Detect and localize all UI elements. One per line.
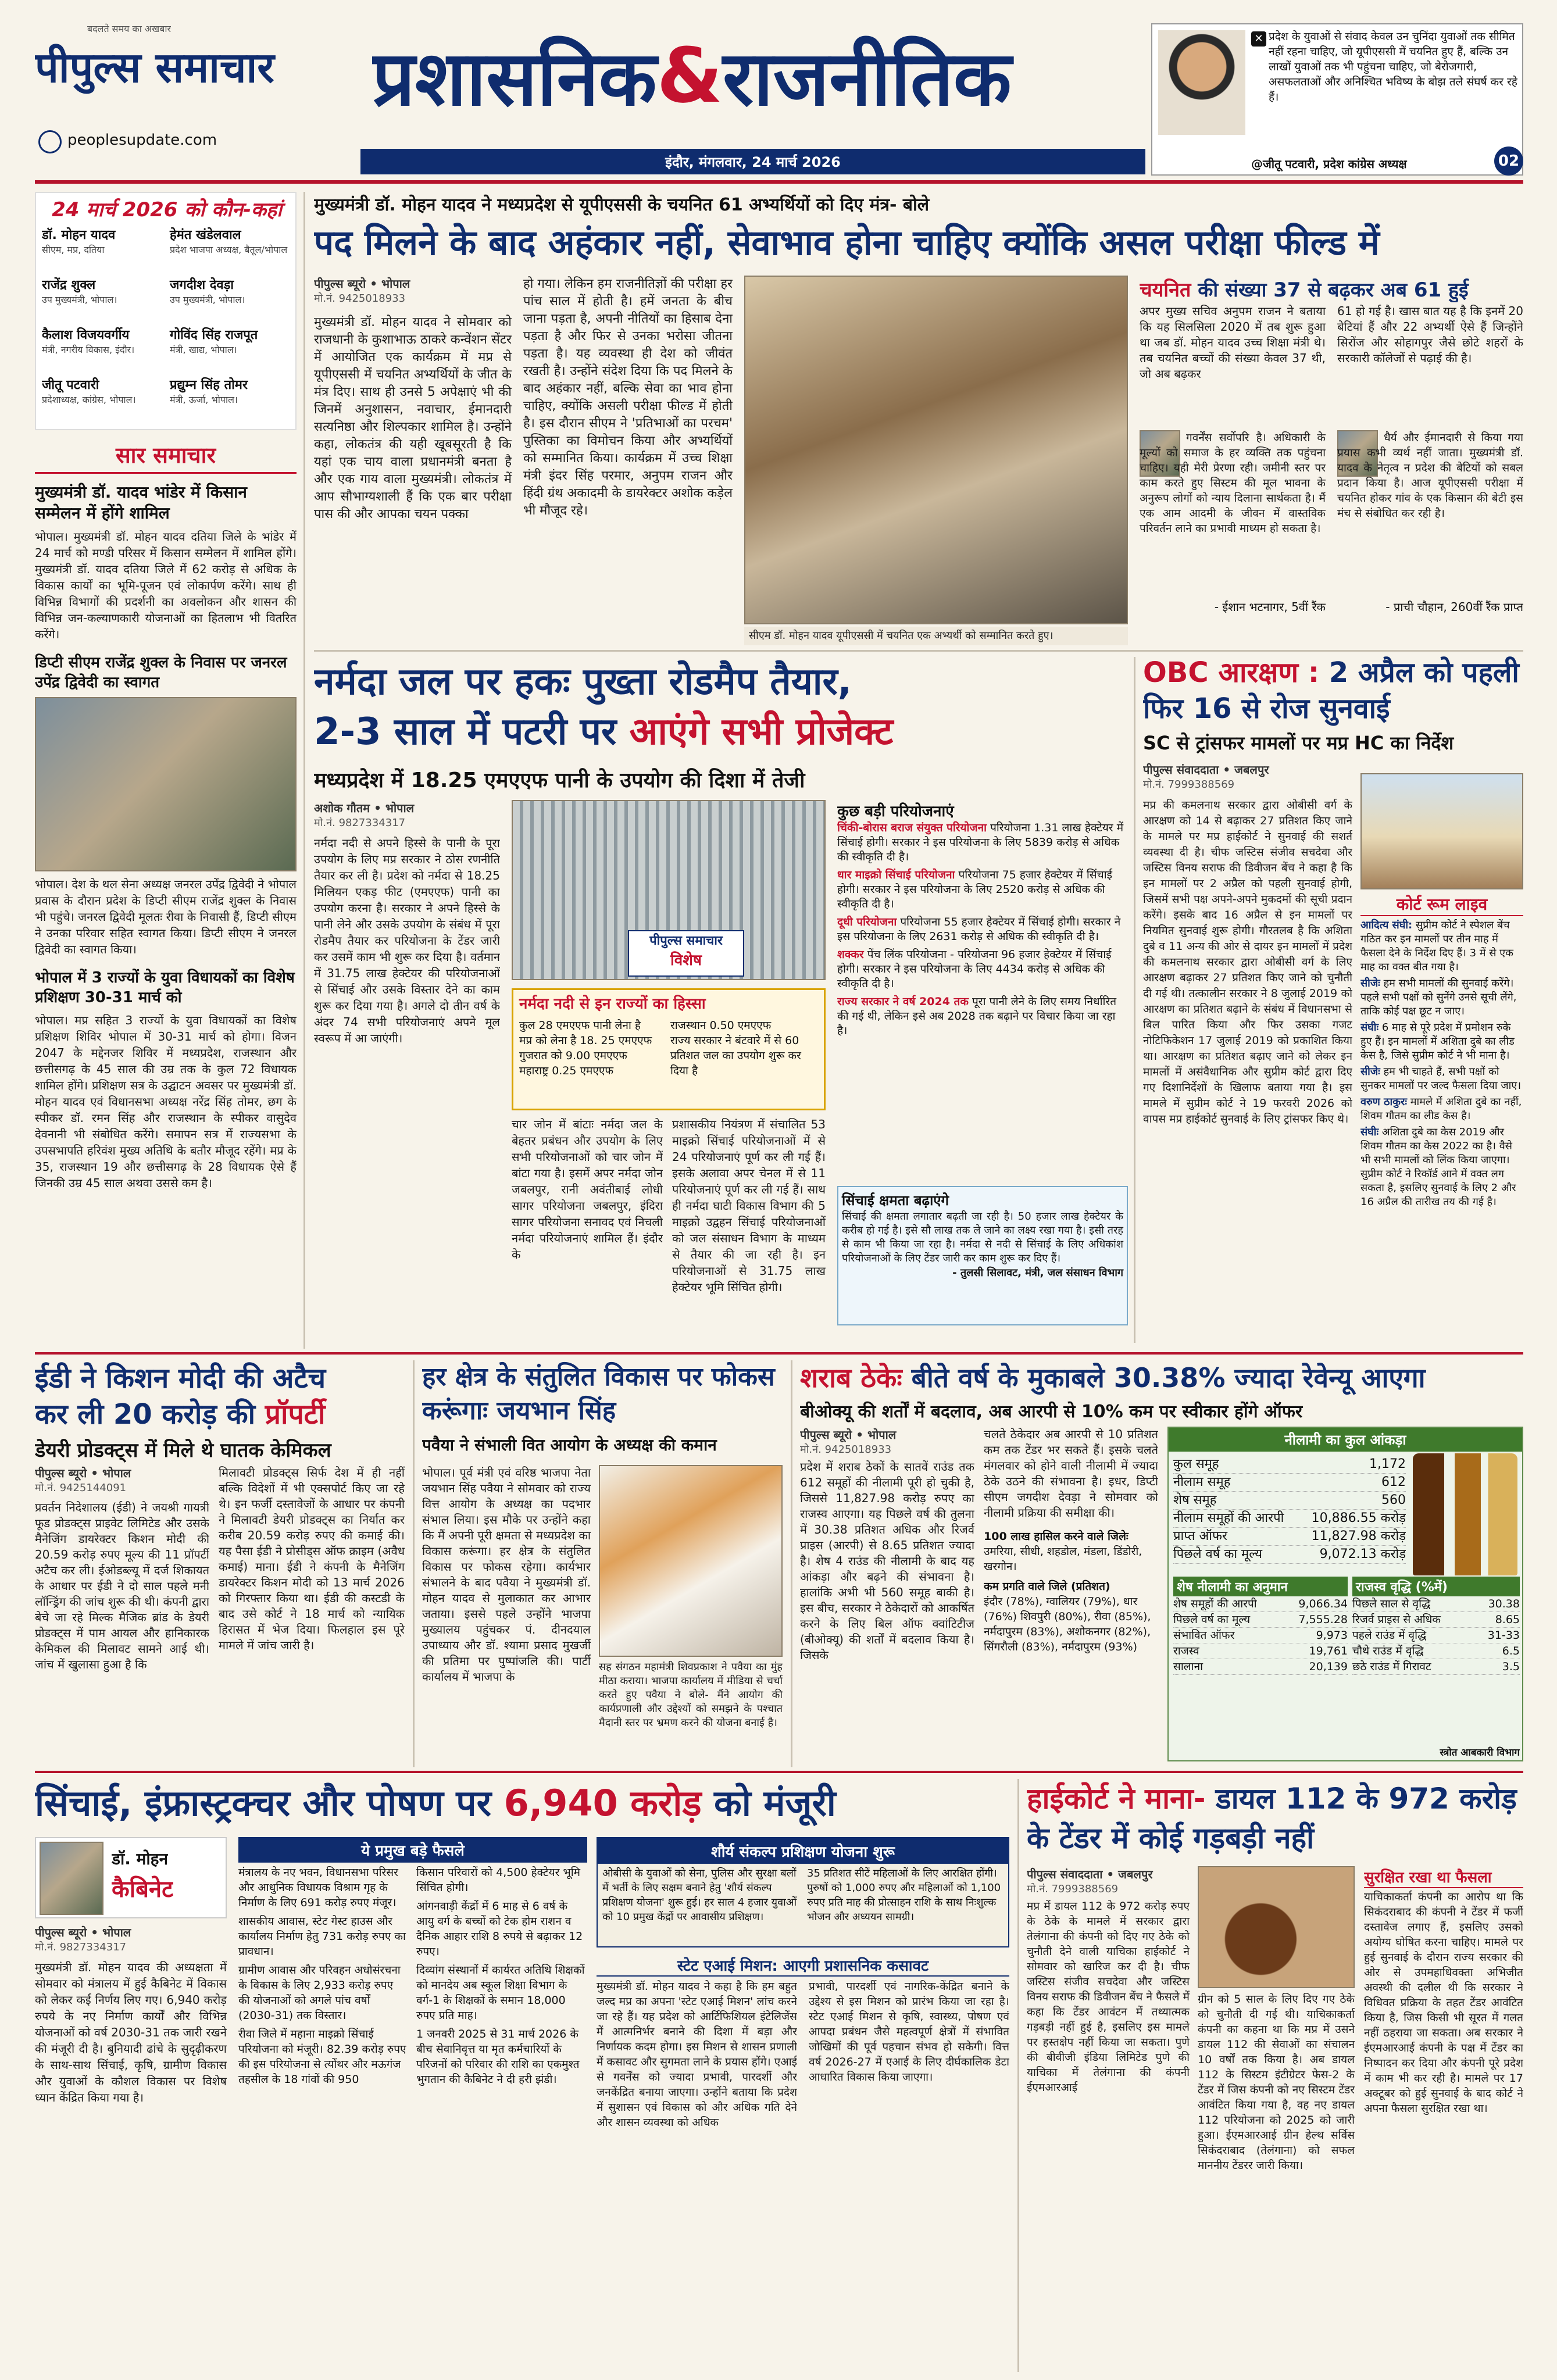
growth-row <box>1352 1643 1520 1659</box>
narmada-headline-2b: आएंगे सभी प्रोजेक्ट <box>629 710 894 753</box>
person-name: कैलाश विजयवर्गीय <box>42 328 130 342</box>
hc-side-body: याचिकाकर्ता कंपनी का आरोप था कि सिकंदराबाद की कंपनी ने टेंडर में फर्जी दस्तावेज लगाए हैं, इसलिए उसको अयोग्य घोषित करना चाहिए। मामले पर हुई सुनवाई के दौरान राज्य सरकार की ओर से उपमहाधिवक्ता अभिजीत अवस्थी की दलील थी कि सरकार ने विधिवत प्रक्रिया के तहत टेंडर आवंटित किया है, जिस किसी भी सूरत में गलत नहीं ठहराया जा सकता। अब सरकार ने ईएमआरआई कंपनी के पक्ष में टेंडर का निष्पादन कर दिया और कंपनी पूरे प्रदेश में काम भी कर रही है। मामले पर 17 अक्टूबर को हुई सुनवाई के बाद कोर्ट ने अपना फैसला सुरक्षित रखा था। <box>1364 1891 1523 2115</box>
narmada-byline-text: अशोक गौतम • भोपाल <box>314 801 415 815</box>
person-detail: मंत्री, खाद्य, भोपाल। <box>170 344 237 355</box>
row-label: पहले राउंड में वृद्धि <box>1352 1629 1427 1642</box>
person-name: डॉ. मोहन यादव <box>42 228 116 242</box>
section-title-a: प्रशासनिक <box>372 34 657 123</box>
badge-name: डॉ. मोहन <box>112 1849 169 1868</box>
person-name: प्रद्युम्न सिंह तोमर <box>170 378 248 392</box>
auction-panel <box>1167 1427 1523 1761</box>
brief-2-body: भोपाल। देश के थल सेना अध्यक्ष जनरल उपेंद्र द्विवेदी ने भोपाल प्रवास के दौरान प्रदेश के डिप्टी सीएम राजेंद्र शुक्ल के निवास भी पहुंचे। जनरल द्विवेदी मूलतः रीवा के निवासी हैं, डिप्टी सीएम ने उनका परिवार सहित स्वागत किया। डिप्टी सीएम ने जनरल द्विवेदी का स्वागत किया। <box>35 877 297 956</box>
row-value: 6.5 <box>1502 1645 1520 1657</box>
divider <box>791 1360 792 1767</box>
person-detail: सीएम, मप्र, दतिया <box>42 244 105 255</box>
obc-headline-b: 2 अप्रैल को पहली फिर 16 से रोज सुनवाई <box>1143 656 1519 725</box>
person-4 <box>42 326 164 376</box>
person-1 <box>170 226 292 276</box>
row-label: संभावित ऑफर <box>1173 1629 1235 1642</box>
news-brief <box>35 439 297 1346</box>
person-detail: प्रदेश भाजपा अध्यक्ष, बैतूल/भोपाल <box>170 244 288 255</box>
decisions-col1 <box>238 1865 407 2371</box>
dateline: इंदौर, मंगलवार, 24 मार्च 2026 <box>665 153 841 170</box>
row-label: नीलाम समूहों की आरपी <box>1173 1511 1284 1525</box>
person-name: गोविंद सिंह राजपूत <box>170 328 258 342</box>
section-title-b: राजनीतिक <box>722 34 1012 123</box>
narmada-headline-2a: 2-3 साल में पटरी पर <box>314 710 617 753</box>
whos-where-title: 24 मार्च 2026 को कौन-कहां <box>52 198 282 221</box>
row-label: पिछले वर्ष का मूल्य <box>1173 1547 1263 1561</box>
auction-title: नीलामी का कुल आंकड़ा <box>1169 1428 1522 1452</box>
capacity-panel <box>837 1186 1128 1325</box>
hc-side-title: सुरक्षित रखा था फैसला <box>1364 1866 1523 1888</box>
project-name: शक्कर <box>837 948 864 961</box>
row-value: 560 <box>1381 1493 1406 1507</box>
court-item <box>1360 977 1523 1019</box>
decision-item: मंत्रालय के नए भवन, विधानसभा परिसर और आधुनिक विधायक विश्राम गृह के निर्माण के लिए 691 करोड़ रुपए मंजूर। <box>238 1866 398 1909</box>
row-label: नीलाम समूह <box>1173 1475 1231 1489</box>
cabinet-headline-a: सिंचाई, इंफ्रास्ट्रक्चर और पोषण पर <box>35 1782 492 1824</box>
row-label: सालाना <box>1173 1660 1204 1673</box>
person-name: राजेंद्र शुक्ल <box>42 278 96 292</box>
cabinet-headline-c: को मंजूरी <box>714 1782 836 1824</box>
auction-row <box>1173 1528 1406 1546</box>
narmada-byline <box>314 800 500 830</box>
shaurya-title: शौर्य संकल्प प्रशिक्षण योजना शुरू <box>598 1838 1008 1864</box>
ed-headline-2b: प्रॉपर्टी <box>265 1398 326 1431</box>
person-detail: उप मुख्यमंत्री, भोपाल। <box>42 294 117 305</box>
obc-byline <box>1143 762 1364 791</box>
project-desc: पूरा पानी लेने के लिए समय निर्धारित की गई थी, लेकिन इसे अब 2028 तक बढ़ाने पर विचार किया जा रहा है। <box>837 995 1117 1037</box>
estimate-row <box>1173 1643 1348 1659</box>
project-item <box>837 821 1128 864</box>
obc-mobile: मो.नं. 7999388569 <box>1143 778 1235 791</box>
hc-byline <box>1027 1866 1190 1896</box>
ed-body-col2: मिलावटी प्रोडक्ट्स सिर्फ देश में ही नहीं बल्कि विदेशों में भी एक्सपोर्ट किए जा रहे थे। इन फर्जी दस्तावेजों के आधार पर कंपनी ने मिलावटी डेयरी प्रोडक्ट्स का निर्यात कर करीब 20.59 करोड़ रुपए की कमाई की। यह पैसा ईडी ने प्रोसीड्स ऑफ क्राइम (अवैध कमाई) माना। ईडी ने कंपनी के मैनेजिंग डायरेक्टर किशन मोदी को 13 मार्च 2026 को गिरफ्तार किया था। ईडी की कस्टडी के बाद उसे कोर्ट ने 18 मार्च को न्यायिक हिरासत में भेज दिया। फिलहाल इस पूरे मामले में जांच जारी है। <box>219 1466 405 1652</box>
row-value: 31-33 <box>1487 1629 1520 1642</box>
news-brief-title: सार समाचार <box>35 439 297 474</box>
dateline-bar <box>360 149 1145 174</box>
court-text: हम सभी मामलों की सुनवाई करेंगे। पहले सभी पक्षों को सुनेंगे उनसे सूची लेंगे, ताकि कोई पक्ष छूट न जाए। <box>1360 977 1517 1017</box>
person-5 <box>170 326 292 376</box>
section-title <box>372 17 1145 134</box>
auction-row <box>1173 1546 1406 1564</box>
row-value: 10,886.55 करोड़ <box>1311 1511 1406 1525</box>
growth-title: राजस्व वृद्धि (%में) <box>1352 1577 1520 1596</box>
narmada-share-box <box>512 988 826 1110</box>
growth-row <box>1352 1612 1520 1628</box>
state-ai-title: स्टेट एआई मिशन: आएगी प्रशासनिक कसावट <box>597 1954 1009 1977</box>
liquor-body-col2: चलते ठेकेदार अब आरपी से 10 प्रतिशत कम तक टेंडर भर सकते हैं। इसके चलते मंगलवार को होने वाली नीलामी में ज्यादा ठेके उठने की संभावना है। इधर, डिप्टी सीएम जगदीश देवड़ा ने सोमवार को नीलामी प्रक्रिया की समीक्षा की। <box>984 1427 1158 1520</box>
shaurya-panel <box>597 1837 1009 1947</box>
project-name: चिंकी-बोरास बराज संयुक्त परियोजना <box>837 821 987 834</box>
person-7 <box>170 376 292 426</box>
court-item <box>1360 1065 1523 1093</box>
top-title: कम प्रगति वाले जिले (प्रतिशत) <box>984 1580 1110 1593</box>
lead-byline-text: पीपुल्स ब्यूरो • भोपाल <box>314 277 410 291</box>
person-0 <box>42 226 164 276</box>
project-item <box>837 915 1128 944</box>
growth-row <box>1352 1596 1520 1612</box>
whos-where-grid <box>42 226 292 429</box>
capacity-author: - तुलसी सिलावट, मंत्री, जल संसाधन विभाग <box>952 1267 1123 1279</box>
decisions-col2 <box>416 1865 587 2371</box>
hc-byline-text: पीपुल्स संवाददाता • जबलपुर <box>1027 1867 1153 1881</box>
share-title: नर्मदा नदी से इन राज्यों का हिस्सा <box>519 995 706 1013</box>
project-item <box>837 948 1128 991</box>
estimate-table <box>1173 1577 1348 1675</box>
liquor-districts <box>984 1529 1158 1761</box>
ed-byline <box>35 1465 209 1495</box>
growth-row <box>1352 1659 1520 1675</box>
lead-kicker: मुख्यमंत्री डॉ. मोहन यादव ने मध्यप्रदेश से यूपीएससी के चयनित 61 अभ्यर्थियों को दिए मंत्र- बोले <box>314 195 930 215</box>
brief-1-body: भोपाल। मुख्यमंत्री डॉ. मोहन यादव दतिया जिले के भांडेर में 24 मार्च को मण्डी परिसर में किसान सम्मेलन में शामिल होंगे। मुख्यमंत्री डॉ. यादव दतिया जिले में 62 करोड़ से अधिक के विकास कार्यों का भूमि-पूजन एवं लोकार्पण करेंगे। साथ ही विभिन्न विभागों की प्रदर्शनी का अवलोकन और शासन की विभिन्न जन-कल्याणकारी योजनाओं का हितलाभ भी वितरित करेंगे। <box>35 530 297 641</box>
person-name: हेमंत खंडेलवाल <box>170 228 241 242</box>
districts-title: 100 लाख हासिल करने वाले जिलेः <box>984 1530 1129 1543</box>
court-who: वरुण ठाकुरः <box>1360 1096 1407 1108</box>
divider <box>413 1360 415 1767</box>
decision-item: रीवा जिले में महाना माइक्रो सिंचाई परियोजना को मंजूरी। 82.39 करोड़ रुपए की इस परियोजना से त्योंथर और मऊगंज तहसील के 18 गांवों की 950 <box>238 2028 406 2086</box>
narmada-headline-1: नर्मदा जल पर हकः पुख्ता रोडमैप तैयार, <box>314 660 852 703</box>
brief-1-headline: मुख्यमंत्री डॉ. यादव भांडेर में किसान सम्मेलन में होंगे शामिल <box>35 483 247 523</box>
row-label: छठे राउंड में गिरावट <box>1352 1660 1431 1673</box>
liquor-body-col1: प्रदेश में शराब ठेकों के सातवें राउंड तक 612 समूहों की नीलामी पूरी हो चुकी है, जिससे 11,827.98 करोड़ रुपए का राजस्व आएगा। यह पिछले वर्ष की तुलना में 30.38 प्रतिशत अधिक और रिजर्व प्राइस (आरपी) से 8.65 प्रतिशत ज्यादा है। शेष 4 राउंड की नीलामी के बाद यह आंकड़ा और बढ़ने की संभावना है। हालांकि अभी भी 560 समूह बाकी है। इस बीच, सरकार ने ठेकेदारों को आकर्षित करने के लिए बिल ऑफ क्वांटिटीज (बीओक्यू) की शर्तों में बदलाव किया है। जिसके <box>800 1460 974 1662</box>
quote-author: @जीतू पटवारी, प्रदेश कांग्रेस अध्यक्ष <box>1251 157 1407 171</box>
shaurya-body2: 35 प्रतिशत सीटें महिलाओं के लिए आरक्षित होंगी। पुरुषों को 1,000 रुपए और महिलाओं को 1,100 रुपए प्रति माह की प्रोत्साहन राशि के साथ निःशुल्क भोजन और अध्ययन सामग्री। <box>807 1867 1001 1923</box>
liquor-headline-b: बीते वर्ष के मुकाबले 30.38% ज्यादा रेवेन्यू आएगा <box>911 1362 1426 1393</box>
cabinet-headline <box>35 1779 1081 1828</box>
liquor-mobile: मो.नं. 9425018933 <box>800 1443 892 1456</box>
lead-side-headline <box>1140 276 1523 302</box>
narmada-subhead: मध्यप्रदेश में 18.25 एमएएफ पानी के उपयोग की दिशा में तेजी <box>314 769 805 792</box>
ed-body-col1: प्रवर्तन निदेशालय (ईडी) ने जयश्री गायत्री फूड प्रोडक्ट्स प्राइवेट लिमिटेड और उसके मैनेजिंग डायरेक्टर किशन मोदी की 20.59 करोड़ रुपए मूल्य की 11 प्रॉपर्टी अटैच कर ली। ईओडब्ल्यू में दर्ज शिकायत के आधार पर ईडी ने दो साल पहले मनी लॉन्ड्रिंग की जांच शुरू की थी। कंपनी द्वारा बेचे जा रहे मिल्क मैजिक ब्रांड के डेयरी प्रोडक्ट्स में पाम आयल और हानिकारक केमिकल की मिलावट सामने आई थी। जांच में खुलासा हुआ है कि <box>35 1500 209 1671</box>
jaibhan-headline: हर क्षेत्र के संतुलित विकास पर फोकस करूंगाः जयभान सिंह <box>422 1362 775 1425</box>
cabinet-badge <box>35 1837 227 1918</box>
person-detail: उप मुख्यमंत्री, भोपाल। <box>170 294 245 305</box>
brand-tagline: बदलते समय का अखबार <box>87 23 172 34</box>
lead-headline: पद मिलने के बाद अहंकार नहीं, सेवाभाव होना चाहिए क्योंकि असल परीक्षा फील्ड में <box>314 223 1380 263</box>
quote-box <box>1151 23 1523 176</box>
share-item: गुजरात को 9.00 एमएएफ <box>519 1049 627 1062</box>
jaibhan-body: भोपाल। पूर्व मंत्री एवं वरिष्ठ भाजपा नेता जयभान सिंह पवैया ने सोमवार को राज्य वित्त आयोग के अध्यक्ष का पदभार संभाल लिया। इस मौके पर उन्होंने कहा कि मैं अपनी पूरी क्षमता से मध्यप्रदेश का विकास करूंगा। हर क्षेत्र के संतुलित विकास पर फोकस रहेगा। कार्यभार संभालने के बाद पवैया ने मुख्यमंत्री डॉ. मोहन यादव से मुलाकात कर आभार जताया। इससे पहले उन्होंने भाजपा मुख्यालय पहुंचकर पं. दीनदयाल उपाध्याय और डॉ. श्यामा प्रसाद मुखर्जी की प्रतिमा पर पुष्पांजलि की। पार्टी कार्यालय में भाजपा के <box>422 1466 591 1684</box>
narmada-body-col1: नर्मदा नदी से अपने हिस्से के पानी के पूरा उपयोग के लिए मप्र सरकार ने ठोस रणनीति तैयार कर ली है। प्रदेश को नर्मदा से 18.25 मिलियन एकड़ फीट (एमएएफ) पानी का उपयोग करना है। सरकार ने अपने हिस्से के पानी लेने और उसके उपयोग के संबंध में पूरा रोडमैप तैयार कर परियोजना के टेंडर जारी कर उसमें काम भी शुरू कर दिया है। वर्तमान में 31.75 लाख हेक्टेयर की परियोजनाओं से सिंचाई और उसके विस्तार देने का काम शुरू कर दिया गया है। अगले दो तीन वर्ष के अंदर 74 सभी परियोजनाएं अपने मूल स्वरूप में आ जाएंगी। <box>314 836 500 1045</box>
estimate-row <box>1173 1628 1348 1643</box>
cabinet-mobile: मो.नं. 9827334317 <box>35 1941 127 1953</box>
court-room-title: कोर्ट रूम लाइव <box>1360 893 1523 916</box>
hc-headline <box>1027 1779 1523 1858</box>
cabinet-headline-b: 6,940 करोड़ <box>503 1782 702 1824</box>
row-label: कुल समूह <box>1173 1457 1219 1471</box>
divider <box>314 650 1523 652</box>
shaurya-body1: ओबीसी के युवाओं को सेना, पुलिस और सुरक्षा बलों में भर्ती के लिए सक्षम बनाने हेतु 'शौर्य संकल्प प्रशिक्षण योजना' शुरू हुई। हर साल 4 हजार युवाओं को 10 प्रमुख केंद्रों पर आवासीय प्रशिक्षण। <box>602 1867 797 1923</box>
court-item <box>1360 1021 1523 1063</box>
obc-headline <box>1143 655 1523 727</box>
liquor-headline-a: शराब ठेकेः <box>800 1362 902 1393</box>
person-2 <box>42 276 164 326</box>
lead-mobile: मो.नं. 9425018933 <box>314 292 406 305</box>
court-who: संघीः <box>1360 1021 1379 1034</box>
capacity-body: सिंचाई की क्षमता लगातार बढ़ती जा रही है। 50 हजार लाख हेक्टेयर के करीब हो गई है। इसे सौ लाख तक ले जाने का लक्ष्य रखा गया है। इसी तरह से काम भी किया जा रहा है। नर्मदा से नदी से सिंचाई के लिए अधिकांश परियोजनाओं के लिए टेंडर जारी कर काम शुरू कर दिए हैं। <box>842 1210 1123 1264</box>
court-who: संघीः <box>1360 1126 1379 1138</box>
lead-side-headline-a: चयनित <box>1140 278 1191 302</box>
estimate-row <box>1173 1612 1348 1628</box>
hc-mobile: मो.नं. 7999388569 <box>1027 1883 1119 1895</box>
ed-mobile: मो.नं. 9425144091 <box>35 1482 127 1494</box>
masthead <box>35 17 1523 180</box>
whos-where-box <box>35 192 297 430</box>
person-6 <box>42 376 164 426</box>
project-desc: परियोजना 1.31 लाख हेक्टेयर में सिंचाई होगी। सरकार ने इस परियोजना के लिए 5839 करोड़ से अधिक की स्वीकृति दी है। <box>837 821 1124 863</box>
brief-2-headline: डिप्टी सीएम राजेंद्र शुक्ल के निवास पर जनरल उपेंद्र द्विवेदी का स्वागत <box>35 654 287 691</box>
masthead-rule <box>35 180 1523 184</box>
auction-row <box>1173 1492 1406 1510</box>
ed-headline-2 <box>35 1396 407 1432</box>
row-value: 9,072.13 करोड़ <box>1319 1547 1406 1561</box>
row-label: शेष समूहों की आरपी <box>1173 1598 1257 1610</box>
divider <box>1017 1779 1019 2372</box>
lead-body-col2: हो गया। लेकिन हम राजनीतिज्ञों की परीक्षा हर पांच साल में होती है। हमें जनता के बीच जाना पड़ता है, अपनी नीतियों का हिसाब देना पड़ता है और फिर से उनका भरोसा जीतना पड़ता है। यह व्यवस्था ही देश को जीवंत रखती है। उन्होंने संदेश दिया कि पद मिलने के बाद अहंकार नहीं, बल्कि सेवा का भाव होना चाहिए, क्योंकि असली परीक्षा फील्ड में होती है। इस दौरान सीएम ने 'प्रतिभाओं का परचम' पुस्तिका का विमोचन किया और अभ्यर्थियों को सम्मानित किया। कार्यक्रम में उच्च शिक्षा मंत्री इंदर सिंह परमार, अनुपम राजन और हिंदी ग्रंथ अकादमी के डायरेक्टर अशोक कड़ेल भी मौजूद रहे। <box>523 277 733 518</box>
row-value: 612 <box>1381 1475 1406 1489</box>
row-label: पिछले वर्ष का मूल्य <box>1173 1613 1251 1626</box>
row-value: 3.5 <box>1502 1660 1520 1673</box>
person-detail: मंत्री, नगरीय विकास, इंदौर। <box>42 344 135 355</box>
lead-quote1: गवर्नेंस सर्वोपरि है। अधिकारी के मूल्यों को समाज के हर व्यक्ति तक पहुंचना चाहिए। यही मेरी प्रेरणा रही। जमीनी स्तर पर काम करते हुए सिस्टम की मूल भावना के अनुरूप लोगों को न्याय दिलाना सार्थकता है। मैं एक आम आदमी के जीवन में वास्तविक परिवर्तन लाने का प्रभावी माध्यम हो सकता है। <box>1140 431 1326 535</box>
share-right <box>670 1018 822 1078</box>
court-who: सीजेः <box>1360 977 1380 989</box>
row-label: राजस्व <box>1173 1645 1199 1657</box>
liquor-source: स्त्रोत आबकारी विभाग <box>1440 1747 1520 1759</box>
narmada-headline-2 <box>314 707 1128 757</box>
share-item: महाराष्ट्र 0.25 एमएएफ <box>519 1064 614 1077</box>
hc-body-col1: मप्र में डायल 112 के 972 करोड़ रुपए के ठेके के मामले में सरकार द्वारा तेलंगाना की कंपनी को दिए गए ठेके को चुनौती देने वाली याचिका हाईकोर्ट ने सोमवार को खारिज कर दी है। चीफ जस्टिस संजीव सचदेवा और जस्टिस विनय सराफ की डिवीजन बेंच ने फैसले में कहा कि टेंडर आवंटन में तथ्यात्मक गड़बड़ी नहीं हुई है, इसलिए इस मामले पर हस्तक्षेप नहीं किया जा सकता। पुणे की बीवीजी इंडिया लिमिटेड पुणे की याचिका में तेलंगाना की कंपनी ईएमआरआई <box>1027 1900 1190 2094</box>
decision-item: किसान परिवारों को 4,500 हेक्टेयर भूमि सिंचित होगी। <box>416 1866 581 1894</box>
hc-body-col2: ग्रीन को 5 साल के लिए दिए गए ठेके को चुनौती दी गई थी। याचिकाकर्ता कंपनी का कहना था कि मप्र में उसने डायल 112 की सेवाओं का संचालन 10 वर्षों तक किया है। अब डायल 112 के सिस्टम इंटीग्रेटर फेस-2 के टेंडर में जिस कंपनी को नए सिस्टम टेंडर आवंटित किया गया है, वह नए डायल 112 परियोजना को 2025 को जारी हुआ। ईएमआरआई ग्रीन हेल्थ सर्विस सिकंदराबाद (तेलंगाना) को सफल माननीय टेंडरर जारी किया। <box>1198 1993 1355 2172</box>
capacity-title: सिंचाई क्षमता बढ़ाएंगे <box>842 1192 949 1209</box>
share-item: मप्र को लेना है 18. 25 एमएएफ <box>519 1034 652 1047</box>
ed-headline-1: ईडी ने किशन मोदी की अटैच <box>35 1362 326 1395</box>
court-room-list <box>1360 919 1523 1349</box>
special-label: विशेष <box>670 952 702 969</box>
lead-byline <box>314 276 512 305</box>
project-name: राज्य सरकार ने वर्ष 2024 तक <box>837 995 969 1008</box>
brief-3-body: भोपाल। मप्र सहित 3 राज्यों के युवा विधायकों का विशेष प्रशिक्षण शिविर भोपाल में 30-31 मार्च को होगा। विजन 2047 के मद्देनजर शिविर में मध्यप्रदेश, राजस्थान और छत्तीसगढ़ के 45 साल की उम्र तक के कुल 72 विधायक शामिल होंगे। प्रशिक्षण सत्र के उद्घाटन अवसर पर मुख्यमंत्री डॉ. मोहन यादव एवं विधानसभा अध्यक्ष नरेंद्र सिंह तोमर, छग के स्पीकर डॉ. रमन सिंह और राजस्थान के स्पीकर वासुदेव देवनानी भी संबोधित करेंगे। समापन सत्र में राज्यसभा के उपसभापति हरिवंश मुख्य अतिथि के बतौर मौजूद रहेंगे। मप्र के 35, राजस्थान 19 और छत्तीसगढ़ के 28 विधायक ऐसे हैं जिनकी उम्र 45 साल अथवा उससे कम है। <box>35 1013 297 1190</box>
obc-byline-text: पीपुल्स संवाददाता • जबलपुर <box>1143 763 1269 777</box>
row-value: 9,973 <box>1316 1629 1348 1642</box>
project-item <box>837 868 1128 912</box>
row-label: रिजर्व प्राइस से अधिक <box>1352 1613 1441 1626</box>
globe-icon <box>38 130 62 153</box>
lead-quote2: धैर्य और ईमानदारी से किया गया प्रयास कभी व्यर्थ नहीं जाता। मुख्यमंत्री डॉ. यादव के नेतृत्व न प्रदेश की बेटियों को सबल प्रदान किया है। आज यूपीएससी परीक्षा में चयनित होकर गांव के एक किसान की बेटी इस मंच से संबोधित कर रही है। <box>1337 431 1523 520</box>
jaibhan-subhead: पवैया ने संभाली वित आयोग के अध्यक्ष की कमान <box>422 1435 717 1455</box>
person-detail: प्रदेशाध्यक्ष, कांग्रेस, भोपाल। <box>42 394 136 405</box>
projects-list <box>837 821 1128 1181</box>
districts-list: उमरिया, सीधी, शहडोल, मंडला, डिंडोरी, खरगोन। <box>984 1545 1142 1573</box>
decisions-title: ये प्रमुख बड़े फैसले <box>238 1837 587 1863</box>
decision-item: शासकीय आवास, स्टेट गेस्ट हाउस और कार्यालय निर्माण हेतु 731 करोड़ रुपए का प्रावधान। <box>238 1915 406 1958</box>
lead-photo <box>744 276 1128 624</box>
court-building-photo <box>1360 773 1523 889</box>
person-detail: मंत्री, ऊर्जा, भोपाल। <box>170 394 238 405</box>
hc-headline-b: डायल 112 के 972 करोड़ के टेंडर में कोई गड़बड़ी नहीं <box>1027 1782 1517 1855</box>
estimate-title: शेष नीलामी का अनुमान <box>1173 1577 1348 1596</box>
project-name: दूधी परियोजना <box>837 916 897 928</box>
row-label: चौथे राउंड में वृद्धि <box>1352 1645 1424 1657</box>
court-text: मामले में अशिता दुबे का नहीं, शिवम गौतम का लीड केस है। <box>1360 1096 1522 1122</box>
brief-2-photo <box>35 697 297 871</box>
row-value: 20,139 <box>1309 1660 1348 1673</box>
auction-row <box>1173 1456 1406 1474</box>
row-value: 7,555.28 <box>1298 1613 1348 1626</box>
court-who: सीजेः <box>1360 1066 1380 1078</box>
jaibhan-photo <box>599 1465 783 1657</box>
ed-byline-text: पीपुल्स ब्यूरो • भोपाल <box>35 1466 131 1480</box>
obc-body: मप्र की कमलनाथ सरकार द्वारा ओबीसी वर्ग के आरक्षण को 14 से बढ़ाकर 27 प्रतिशत किए जाने के मामले पर मप्र हाईकोर्ट ने सुनवाई की सशर्त व्यवस्था दी है। चीफ जस्टिस संजीव सचदेवा और जस्टिस विनय सराफ की डिवीजन बेंच ने कहा है कि इन मामलों पर 2 अप्रैल को पहली सुनवाई होगी, जिसमें सभी पक्ष अपने-अपने मुकदमों की सूची प्रदान करेंगे। इसके बाद 16 अप्रैल से इन मामलों पर नियमित सुनवाई शुरू होगी। गौरतलब है कि अशिता दुबे व 11 अन्य की ओर से दायर इन मामलों में प्रदेश की कमलनाथ सरकार द्वारा ओबीसी वर्ग के लिए आरक्षण बढ़ाकर 27 प्रतिशत किए जाने को चुनौती दी गई थी। तत्कालीन सरकार ने 8 जुलाई 2019 को आरक्षण का प्रतिशत बढ़ाने के संबंध में विधानसभा से बिल पारित किया और फिर उसका गजट नोटिफिकेशन 17 जुलाई 2019 को प्रकाशित किया था। आरक्षण का प्रतिशत बढ़ाए जाने को लेकर इन मामलों में असंवैधानिक और सुप्रीम कोर्ट द्वारा दिए गए दिशानिर्देशों के खिलाफ बताया गया है। इस मामले में सुप्रीम कोर्ट ने 19 फरवरी 2026 को वापस मप्र हाईकोर्ट सुनवाई के लिए ट्रांसफर किए थे। <box>1143 799 1352 1125</box>
row-value: 1,172 <box>1369 1457 1406 1471</box>
badge-label: कैबिनेट <box>112 1876 174 1903</box>
divider <box>303 192 305 1349</box>
court-text: हम भी चाहते हैं, सभी पक्षों को सुनकर मामलों पर जल्द फैसला दिया जाए। <box>1360 1066 1522 1092</box>
share-item: राज्य सरकार ने बंटवारे में से 60 प्रतिशत जल का उपयोग शुरू कर दिया है <box>670 1034 801 1077</box>
page-number: 02 <box>1494 146 1523 176</box>
quote-text: प्रदेश के युवाओं से संवाद केवल उन चुनिंदा युवाओं तक सीमित नहीं रहना चाहिए, जो यूपीएससी में चयनित हुए हैं, बल्कि उन लाखों युवाओं तक भी पहुंचना चाहिए, जो बेरोजगारी, असफलताओं और अनिश्चित भविष्य के बोझ तले संघर्ष कर रहे हैं। <box>1269 30 1517 103</box>
brand-logo <box>35 33 360 102</box>
obc-subhead: SC से ट्रांसफर मामलों पर मप्र HC का निर्देश <box>1143 732 1454 754</box>
estimate-row <box>1173 1659 1348 1675</box>
row-value: 9,066.34 <box>1298 1598 1348 1610</box>
share-left <box>519 1018 665 1078</box>
court-item <box>1360 1095 1523 1123</box>
lead-body-col1: मुख्यमंत्री डॉ. मोहन यादव ने सोमवार को राजधानी के कुशाभाऊ ठाकरे कन्वेंशन सेंटर में आयोजित एक कार्यक्रम में मप्र से यूपीएससी में चयनित अभ्यर्थियों के जीत के मंत्र दिए। साथ ही उनसे 5 अपेक्षाएं भी की जिनमें अनुशासन, नवाचार, ईमानदारी सत्यनिष्ठा और शिल्पकार शामिल है। उन्होंने कहा, लोकतंत्र की यही खूबसूरती है कि यहां एक चाय वाला प्रधानमंत्री बनता है और एक गाय वाला मुख्यमंत्री। लोकतंत्र में आप सौभाग्यशाली हैं कि एक बार परीक्षा पास की और आपका चयन पक्का <box>314 315 512 521</box>
row-value: 8.65 <box>1495 1613 1520 1626</box>
divider <box>35 1352 1523 1355</box>
row-label: पिछले साल से वृद्धि <box>1352 1598 1431 1610</box>
lead-side-headline-b: की संख्या 37 से बढ़कर अब 61 हुई <box>1198 278 1469 302</box>
narmada-body-col3: प्रशासकीय नियंत्रण में संचालित 53 माइक्रो सिंचाई परियोजनाओं में से 24 परियोजनाएं पूर्ण कर ली गई हैं। इसके अलावा अपर चेनल में से 11 परियोजनाएं पूर्ण कर ली गई हैं। साथ ही नर्मदा घाटी विकास विभाग की 5 माइक्रो उद्वहन सिंचाई परियोजनाओं को जल संसाधन विभाग के माध्यम से तैयार की जा रही है। इन परियोजनाओं से 31.75 लाख हेक्टेयर भूमि सिंचित होगी। <box>672 1117 826 1294</box>
court-who: आदित्य संघी: <box>1360 919 1413 931</box>
cm-photo <box>40 1842 103 1915</box>
decision-item: दिव्यांग संस्थानों में कार्यरत अतिथि शिक्षकों को मानदेय अब स्कूल शिक्षा विभाग के वर्ग-1 के शिक्षकों के समान 18,000 रुपए प्रति माह। <box>416 1964 585 2022</box>
bottles-illustration <box>1413 1453 1517 1575</box>
project-item <box>837 995 1128 1038</box>
cabinet-body: मुख्यमंत्री डॉ. मोहन यादव की अध्यक्षता में सोमवार को मंत्रालय में हुई कैबिनेट में विकास को लेकर कई निर्णय लिए गए। 6,940 करोड़ रुपये के नए निर्माण कार्यों और विभिन्न योजनाओं को वर्ष 2030-31 तक जारी रखने की मंजूरी दी है। बुनियादी ढांचे के सुदृढ़ीकरण के साथ-साथ सिंचाई, कृषि, ग्रामीण विकास और युवाओं के कौशल विकास पर विशेष ध्यान केंद्रित किया गया है। <box>35 1960 227 2104</box>
court-text: 6 माह से पूरे प्रदेश में प्रमोशन रुके हुए हैं। इन मामलों में अशिता दुबे का लीड केस है, जिसे सुप्रीम कोर्ट ने भी माना है। <box>1360 1021 1515 1062</box>
gavel-photo <box>1198 1866 1355 1988</box>
liquor-byline-text: पीपुल्स ब्यूरो • भोपाल <box>800 1428 897 1442</box>
lead-side-body2: 61 हो गई है। खास बात यह है कि इनमें 20 बेटियां हैं और 22 अभ्यर्थी ऐसे हैं जिन्होंने सिरोंज और सोहागपुर जैसे छोटे शहरों के सरकारी कॉलेजों से पढ़ाई की है। <box>1337 304 1523 365</box>
liquor-subhead: बीओक्यू की शर्तों में बदलाव, अब आरपी से 10% कम पर स्वीकार होंगे ऑफर <box>800 1402 1303 1422</box>
obc-headline-a: OBC आरक्षण : <box>1143 656 1320 689</box>
share-item: राजस्थान 0.50 एमएएफ <box>670 1019 772 1032</box>
hc-headline-a: हाईकोर्ट ने माना- <box>1027 1782 1206 1816</box>
state-ai-body1: मुख्यमंत्री डॉ. मोहन यादव ने कहा है कि हम बहुत जल्द मप्र का अपना 'स्टेट एआई मिशन' लांच करने जा रहे हैं। यह प्रदेश को आर्टिफिशियल इंटेलिजेंस में आत्मनिर्भर बनाने की दिशा में बड़ा और निर्णायक कदम होगा। इस मिशन से शासन प्रणाली में कसावट और सुगमता लाने के प्रयास होंगे। एआई से गवर्नेंस को ज्यादा प्रभावी, पारदर्शी और जनकेंद्रित बनाया जाएगा। उन्होंने बताया कि प्रदेश में सुशासन एवं विकास को और अधिक गति देने और शासन व्यवस्था को अधिक <box>597 1980 797 2129</box>
auction-row <box>1173 1474 1406 1492</box>
divider <box>1134 657 1135 1343</box>
cabinet-byline-text: पीपुल्स ब्यूरो • भोपाल <box>35 1925 131 1939</box>
brief-3-headline: भोपाल में 3 राज्यों के युवा विधायकों का विशेष प्रशिक्षण 30-31 मार्च को <box>35 969 295 1006</box>
website-link[interactable]: peoplesupdate.com <box>67 131 217 149</box>
ed-subhead: डेयरी प्रोडक्ट्स में मिले थे घातक केमिकल <box>35 1439 331 1462</box>
row-label: शेष समूह <box>1173 1493 1217 1507</box>
projects-title: कुछ बड़ी परियोजनाएं <box>837 803 954 820</box>
court-text: अशिता दुबे का केस 2019 और शिवम गौतम का केस 2022 का है। वैसे भी सभी मामलों को लिंक किया जाएगा। सुप्रीम कोर्ट ने रिकॉर्ड आने में वक्त लग सकता है, इसलिए सुनवाई के लिए 2 और 16 अप्रैल की तारीख तय की गई है। <box>1360 1126 1516 1208</box>
cabinet-byline <box>35 1924 227 1954</box>
divider <box>35 1771 1523 1773</box>
narmada-mobile: मो.नं. 9827334317 <box>314 817 406 829</box>
auction-table <box>1173 1456 1406 1564</box>
project-name: धार माइक्रो सिंचाई परियोजना <box>837 869 955 881</box>
growth-table <box>1352 1577 1520 1675</box>
project-desc: परियोजना 55 हजार हेक्टेयर में सिंचाई होगी। सरकार ने इस परियोजना के लिए 2631 करोड़ से अधिक की स्वीकृति दी है। <box>837 916 1121 943</box>
liquor-byline <box>800 1427 974 1456</box>
growth-row <box>1352 1628 1520 1643</box>
section-title-amp: & <box>656 31 723 120</box>
estimate-row <box>1173 1596 1348 1612</box>
special-badge <box>628 930 744 977</box>
decision-item: ग्रामीण आवास और परिवहन अधोसंरचना के विकास के लिए 2,933 करोड़ रुपए की योजनाओं को अगले पांच वर्षों (2030-31) तक विस्तार। <box>238 1964 401 2022</box>
project-desc: पेंच लिंक परियोजना - परियोजना 96 हजार हेक्टेयर में सिंचाई होगी। सरकार ने इस परियोजना के लिए 4434 करोड़ से अधिक की स्वीकृति दी है। <box>837 948 1112 990</box>
row-value: 19,761 <box>1309 1645 1348 1657</box>
ed-headline-2a: कर ली 20 करोड़ की <box>35 1398 256 1431</box>
liquor-headline <box>800 1360 1523 1395</box>
project-desc: परियोजना 75 हजार हेक्टेयर में सिंचाई होगी। सरकार ने इस परियोजना के लिए 2520 करोड़ से अधिक की स्वीकृति दी है। <box>837 869 1112 910</box>
row-value: 11,827.98 करोड़ <box>1311 1529 1406 1543</box>
avatar <box>1158 30 1245 135</box>
person-name: जगदीश देवड़ा <box>170 278 234 292</box>
brand-name: पीपुल्स समाचार <box>35 43 274 92</box>
lead-quote2-author: - प्राची चौहान, 260वीं रैंक प्राप्त <box>1385 600 1523 614</box>
auction-row <box>1173 1510 1406 1528</box>
decision-item: 1 जनवरी 2025 से 31 मार्च 2026 के बीच सेवानिवृत्त या मृत कर्मचारियों के परिजनों को परिवार की राशि का एकमुश्त भुगतान की कैबिनेट ने दी हरी झंडी। <box>416 2028 580 2086</box>
top-list: इंदौर (78%), ग्वालियर (79%), धार (76%) शिवपुरी (80%), रीवा (85%), नर्मदापुरम (83%), अशोकनगर (82%), सिंगरौली (83%), नर्मदापुरम (93%) <box>984 1595 1151 1653</box>
row-value: 30.38 <box>1488 1598 1520 1610</box>
court-item <box>1360 1125 1523 1209</box>
special-brand: पीपुल्स समाचार <box>649 934 723 948</box>
share-item: कुल 28 एमएएफ पानी लेना है <box>519 1019 641 1032</box>
narmada-body-col2: चार जोन में बांटाः नर्मदा जल के बेहतर प्रबंधन और उपयोग के लिए सभी परियोजनाओं को चार जोन में बांटा गया है। इसमें अपर नर्मदा जोन जबलपुर, रानी अवंतीबाई लोधी सागर परियोजना जबलपुर, इंदिरा सागर परियोजना सनावद एवं निचली नर्मदा परियोजनाएं शामिल हैं। इंदौर के <box>512 1117 663 1262</box>
decision-item: आंगनवाड़ी केंद्रों में 6 माह से 6 वर्ष के आयु वर्ग के बच्चों को टेक होम राशन व दैनिक आहार राशि 8 रुपये से बढ़ाकर 12 रुपए। <box>416 1900 583 1958</box>
state-ai-body2: प्रभावी, पारदर्शी एवं नागरिक-केंद्रित बनाने के उद्देश्य से इस मिशन को प्रारंभ किया जा रहा है। स्टेट एआई मिशन से कृषि, स्वास्थ्य, पोषण एवं आपदा प्रबंधन जैसे महत्वपूर्ण क्षेत्रों में संभावित जोखिमों की पूर्व पहचान संभव हो सकेगी। वित्त वर्ष 2026-27 में एआई के लिए दीर्घकालिक डेटा आधारित विकास किया जाएगा। <box>809 1980 1009 2084</box>
ed-headline <box>35 1360 407 1432</box>
x-icon: ✕ <box>1251 31 1266 47</box>
lead-quote1-author: - ईशान भटनागर, 5वीं रैंक <box>1214 600 1326 614</box>
court-item <box>1360 919 1523 974</box>
lead-side-body1: अपर मुख्य सचिव अनुपम राजन ने बताया कि यह सिलसिला 2020 में तब शुरू हुआ था जब डॉ. मोहन यादव उच्च शिक्षा मंत्री थे। तब चयनित बच्चों की संख्या केवल 37 थी, जो अब बढ़कर <box>1140 304 1326 381</box>
court-text: सुप्रीम कोर्ट ने स्पेशल बेंच गठित कर इन मामलों पर तीन माह में फैसला देने के निर्देश दिए हैं। 3 में से एक माह का वक्त बीत गया है। <box>1360 919 1513 973</box>
jaibhan-caption: सह संगठन महामंत्री शिवप्रकाश ने पवैया का मुंह मीठा कराया। भाजपा कार्यालय में मीडिया से चर्चा करते हुए पवैया ने बोले- मैंने आयोग की कार्यप्रणाली और उद्देश्यों को समझने के पश्चात मैदानी स्तर पर भ्रमण करने की योजना बनाई है। <box>599 1661 783 1729</box>
row-label: प्राप्त ऑफर <box>1173 1529 1227 1543</box>
person-3 <box>170 276 292 326</box>
person-name: जीतू पटवारी <box>42 378 99 392</box>
lead-photo-caption: सीएम डॉ. मोहन यादव यूपीएससी में चयनित एक अभ्यर्थी को सम्मानित करते हुए। <box>744 627 1128 645</box>
